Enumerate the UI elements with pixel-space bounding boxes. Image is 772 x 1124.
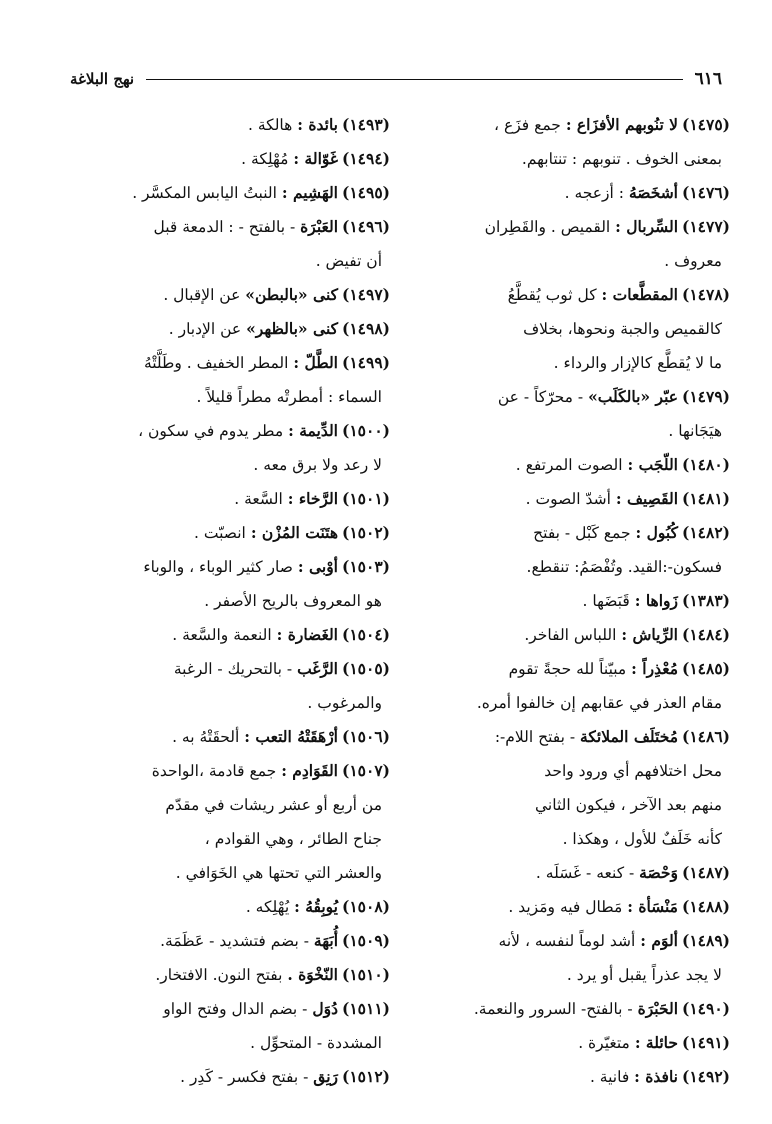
glossary-entry xyxy=(405,1026,730,1060)
entry-number: (١٤٩٣) xyxy=(342,115,390,134)
entry-continuation: ما لا يُقطَّع كالإزار والرداء . xyxy=(553,354,722,372)
entry-number: (١٤٨٢) xyxy=(682,523,730,542)
entry-term: يُوبِقُهُ : xyxy=(294,897,338,916)
entry-continuation: بمعنى الخوف . تنوبهم : تنتابهم. xyxy=(521,150,722,168)
entry-number: (١٥٠٠) xyxy=(342,421,390,440)
entry-number: (١٥٠٦) xyxy=(342,727,390,746)
entry-definition: - بفتح فكسر - كَدِر . xyxy=(180,1068,309,1086)
glossary-entry xyxy=(405,278,730,380)
glossary-entry xyxy=(72,142,390,176)
glossary-entry xyxy=(405,652,730,720)
entry-definition: - بالتحريك - الرغبة xyxy=(173,660,293,678)
page-header xyxy=(70,66,722,92)
entry-term: حائلة : xyxy=(634,1033,678,1052)
entry-continuation: السماء : أمطرتْه مطراً قليلاً . xyxy=(196,388,382,406)
glossary-entry xyxy=(72,754,390,890)
entry-continuation: والمرغوب . xyxy=(307,694,382,712)
entry-definition: اللباس الفاخر. xyxy=(524,626,617,644)
entry-definition: عن الإقبال . xyxy=(163,286,241,304)
entry-term: كنى «بالظهر» xyxy=(246,319,338,338)
glossary-entry xyxy=(72,108,390,142)
entry-term: عبّر «بالكَلَب» xyxy=(588,387,678,406)
glossary-entry xyxy=(405,584,730,618)
glossary-entry xyxy=(405,482,730,516)
entry-number: (١٥٠٧) xyxy=(342,761,390,780)
entry-number: (١٥١٠) xyxy=(342,965,390,984)
entry-term: السِّربال : xyxy=(615,217,678,236)
glossary-entry xyxy=(405,176,730,210)
left-column xyxy=(72,108,390,1094)
entry-number: (١٥٠٢) xyxy=(342,523,390,542)
entry-term: بائدة : xyxy=(297,115,338,134)
entry-number: (١٥٠٥) xyxy=(342,659,390,678)
glossary-entry xyxy=(72,176,390,210)
entry-number: (١٥٠٤) xyxy=(342,625,390,644)
entry-term: زَواها : xyxy=(634,591,678,610)
glossary-entry xyxy=(405,210,730,278)
entry-term: هتَنَت المُزْن : xyxy=(250,523,338,542)
glossary-entry xyxy=(72,210,390,278)
entry-continuation: المشددة - المتحوِّل . xyxy=(250,1034,382,1052)
glossary-entry xyxy=(405,890,730,924)
glossary-entry xyxy=(72,414,390,482)
glossary-entry xyxy=(72,516,390,550)
entry-number: (١٥٠٣) xyxy=(342,557,390,576)
glossary-entry xyxy=(72,550,390,618)
glossary-entry xyxy=(405,720,730,856)
glossary-entry xyxy=(405,856,730,890)
entry-term: الرَّغَب xyxy=(297,659,338,678)
entry-definition: أشد لوماً لنفسه ، لأنه xyxy=(498,932,636,950)
entry-number: (١٤٨٦) xyxy=(682,727,730,746)
entry-continuation: كأنه خَلَفٌ للأول ، وهكذا . xyxy=(562,830,722,848)
glossary-entry xyxy=(405,380,730,448)
entry-number: (١٤٩٨) xyxy=(342,319,390,338)
entry-definition: القميص . والقَطِران xyxy=(484,218,611,236)
entry-number: (١٤٨٤) xyxy=(682,625,730,644)
entry-definition: كل ثوب يُقطَّعُ xyxy=(507,286,597,304)
glossary-entry xyxy=(72,992,390,1060)
entry-number: (١٥٠١) xyxy=(342,489,390,508)
entry-definition: مبيّناً لله حجةً تقوم xyxy=(508,660,627,678)
entry-term: المقطَّعات : xyxy=(601,285,678,304)
entry-definition: متغيّرة . xyxy=(578,1034,630,1052)
entry-continuation: هو المعروف بالريح الأصفر . xyxy=(204,592,382,610)
glossary-entry xyxy=(405,618,730,652)
entry-term: العَبْرَة xyxy=(300,217,338,236)
entry-number: (١٤٧٥) xyxy=(682,115,730,134)
entry-continuation: محل اختلافهم أي ورود واحد xyxy=(544,762,722,780)
entry-number: (١٤٨٥) xyxy=(682,659,730,678)
glossary-entry xyxy=(72,482,390,516)
entry-number: (١٤٩٤) xyxy=(342,149,390,168)
entry-number: (١٤٩٥) xyxy=(342,183,390,202)
entry-definition: السَّعة . xyxy=(234,490,283,508)
entry-definition: صار كثير الوباء ، والوباء xyxy=(143,558,293,576)
book-title: نهج البلاغة xyxy=(70,70,135,88)
glossary-entry xyxy=(72,278,390,312)
entry-term: كنى «بالبطن» xyxy=(245,285,338,304)
entry-definition: هالكة . xyxy=(247,116,293,134)
glossary-entry xyxy=(72,346,390,414)
glossary-entry xyxy=(405,108,730,176)
entry-term: غَوّالة : xyxy=(293,149,338,168)
entry-definition: انصبّت . xyxy=(194,524,246,542)
entry-definition: النبتُ اليابس المكسَّر . xyxy=(132,184,277,202)
entry-definition: - بضم الدال وفتح الواو xyxy=(163,1000,308,1018)
entry-term: الحَبْرَة xyxy=(637,999,678,1018)
entry-term: القَصِيف : xyxy=(615,489,678,508)
glossary-entry xyxy=(405,992,730,1026)
entry-definition: - كنعه - غَسَلَه . xyxy=(535,864,635,882)
entry-definition: جمع كَبْل - بفتح xyxy=(533,524,631,542)
entry-continuation: لا يجد عذراً يقبل أو يرد . xyxy=(566,966,722,984)
entry-number: (١٤٨٩) xyxy=(682,931,730,950)
entry-term: رَنِق xyxy=(313,1067,338,1086)
glossary-entry xyxy=(405,516,730,584)
entry-number: (١٥١١) xyxy=(342,999,390,1018)
glossary-entry xyxy=(72,618,390,652)
entry-definition: - بالفتح- السرور والنعمة. xyxy=(473,1000,633,1018)
glossary-entry xyxy=(72,652,390,720)
entry-term: الدِّيمة : xyxy=(288,421,338,440)
entry-continuation: من أربع أو عشر ريشات في مقدّم xyxy=(165,796,382,814)
entry-continuation: والعشر التي تحتها هي الخَوَافي . xyxy=(175,864,382,882)
entry-continuation: معروف . xyxy=(664,252,722,270)
entry-number: (١٥٠٨) xyxy=(342,897,390,916)
entry-term: الطَّلّ : xyxy=(293,353,338,372)
entry-number: (١٤٩٩) xyxy=(342,353,390,372)
entry-term: اللّجَب : xyxy=(627,455,678,474)
entry-definition: - بالفتح - : الدمعة قبل xyxy=(153,218,296,236)
entry-term: الهَشِيم : xyxy=(281,183,338,202)
entry-definition: مطر يدوم في سكون ، xyxy=(138,422,284,440)
entry-term: الغَضارة : xyxy=(276,625,338,644)
entry-number: (١٤٨١) xyxy=(682,489,730,508)
entry-definition: بفتح النون. الافتخار. xyxy=(155,966,283,984)
entry-term: كُبُول : xyxy=(635,523,678,542)
entry-number: (١٤٩٦) xyxy=(342,217,390,236)
entry-number: (١٤٨٠) xyxy=(682,455,730,474)
glossary-entry xyxy=(72,1060,390,1094)
entry-definition: - بفتح اللام-: xyxy=(494,728,576,746)
entry-definition: ألحقَتْهُ به . xyxy=(172,728,240,746)
entry-term: النّخْوَة . xyxy=(287,965,338,984)
entry-continuation: كالقميص والجبة ونحوها، بخلاف xyxy=(523,320,722,338)
glossary-entry xyxy=(72,312,390,346)
glossary-entry xyxy=(72,720,390,754)
glossary-entry xyxy=(405,924,730,992)
entry-number: (١٤٧٦) xyxy=(682,183,730,202)
entry-number: (١٣٨٣) xyxy=(682,591,730,610)
page-number: ٦١٦ xyxy=(694,69,722,89)
entry-definition: النعمة والسَّعة . xyxy=(172,626,272,644)
entry-continuation: هيَجَانها . xyxy=(668,422,722,440)
entry-definition: قَبَضَها . xyxy=(582,592,630,610)
glossary-entry xyxy=(72,958,390,992)
entry-number: (١٤٧٨) xyxy=(682,285,730,304)
entry-number: (١٤٨٧) xyxy=(682,863,730,882)
entry-definition: جمع قادمة ،الواحدة xyxy=(151,762,277,780)
header-rule xyxy=(146,79,682,80)
entry-continuation: فسكون-:القيد. وتُفْصَمُ: تنقطع. xyxy=(526,558,722,576)
entry-definition: جمع فزَع ، xyxy=(494,116,561,134)
entry-number: (١٤٩٠) xyxy=(682,999,730,1018)
glossary-entry xyxy=(72,924,390,958)
entry-term: القَوَادِم : xyxy=(281,761,338,780)
entry-number: (١٥٠٩) xyxy=(342,931,390,950)
entry-term: وَحْصَة xyxy=(639,863,678,882)
entry-number: (١٤٩١) xyxy=(682,1033,730,1052)
entry-continuation: منهم بعد الآخر ، فيكون الثاني xyxy=(535,796,722,814)
entry-continuation: أن تفيض . xyxy=(315,252,382,270)
entry-term: أوْبى : xyxy=(297,557,338,576)
entry-continuation: مقام العذر في عقابهم إن خالفوا أمره. xyxy=(476,694,722,712)
entry-term: أُبَهَة xyxy=(313,931,338,950)
entry-term: ألوَم : xyxy=(640,931,678,950)
right-column xyxy=(405,108,730,1094)
entry-number: (١٤٩٢) xyxy=(682,1067,730,1086)
glossary-entry xyxy=(405,448,730,482)
entry-definition: - محرّكاً - عن xyxy=(497,388,584,406)
entry-definition: أشدّ الصوت . xyxy=(525,490,611,508)
glossary-entry xyxy=(405,1060,730,1094)
entry-definition: مَطال فيه ومَزيد . xyxy=(508,898,623,916)
glossary-entry xyxy=(72,890,390,924)
entry-term: مُعْذِراً : xyxy=(631,659,678,678)
entry-definition: المطر الخفيف . وطَلَّتْهُ xyxy=(143,354,289,372)
entry-continuation: لا رعد ولا برق معه . xyxy=(253,456,382,474)
entry-term: مَنْسَأة : xyxy=(627,897,678,916)
entry-term: الرِّياش : xyxy=(621,625,678,644)
entry-definition: فانية . xyxy=(589,1068,630,1086)
entry-term: الرَّخاء : xyxy=(287,489,338,508)
entry-term: أرْهَقَتْهُ التعب : xyxy=(244,727,338,746)
entry-term: لا تنُوبهم الأفزَاع : xyxy=(565,115,678,134)
entry-term: أشخَصَهُ xyxy=(628,183,678,202)
entry-continuation: جناح الطائر ، وهي القوادم ، xyxy=(204,830,382,848)
entry-definition: : أزعجه . xyxy=(564,184,624,202)
entry-number: (١٥١٢) xyxy=(342,1067,390,1086)
entry-definition: مُهْلِكة . xyxy=(241,150,289,168)
entry-number: (١٤٩٧) xyxy=(342,285,390,304)
entry-number: (١٤٧٧) xyxy=(682,217,730,236)
entry-number: (١٤٨٨) xyxy=(682,897,730,916)
entry-term: نافذة : xyxy=(634,1067,678,1086)
entry-definition: يُهْلِكه . xyxy=(245,898,290,916)
entry-number: (١٤٧٩) xyxy=(682,387,730,406)
entry-definition: - بضم فتشديد - عَظَمَة. xyxy=(160,932,309,950)
entry-term: مُختَلَف الملائكة xyxy=(580,727,678,746)
entry-term: دُوَل xyxy=(312,999,338,1018)
entry-definition: عن الإدبار . xyxy=(168,320,242,338)
entry-definition: الصوت المرتفع . xyxy=(515,456,623,474)
